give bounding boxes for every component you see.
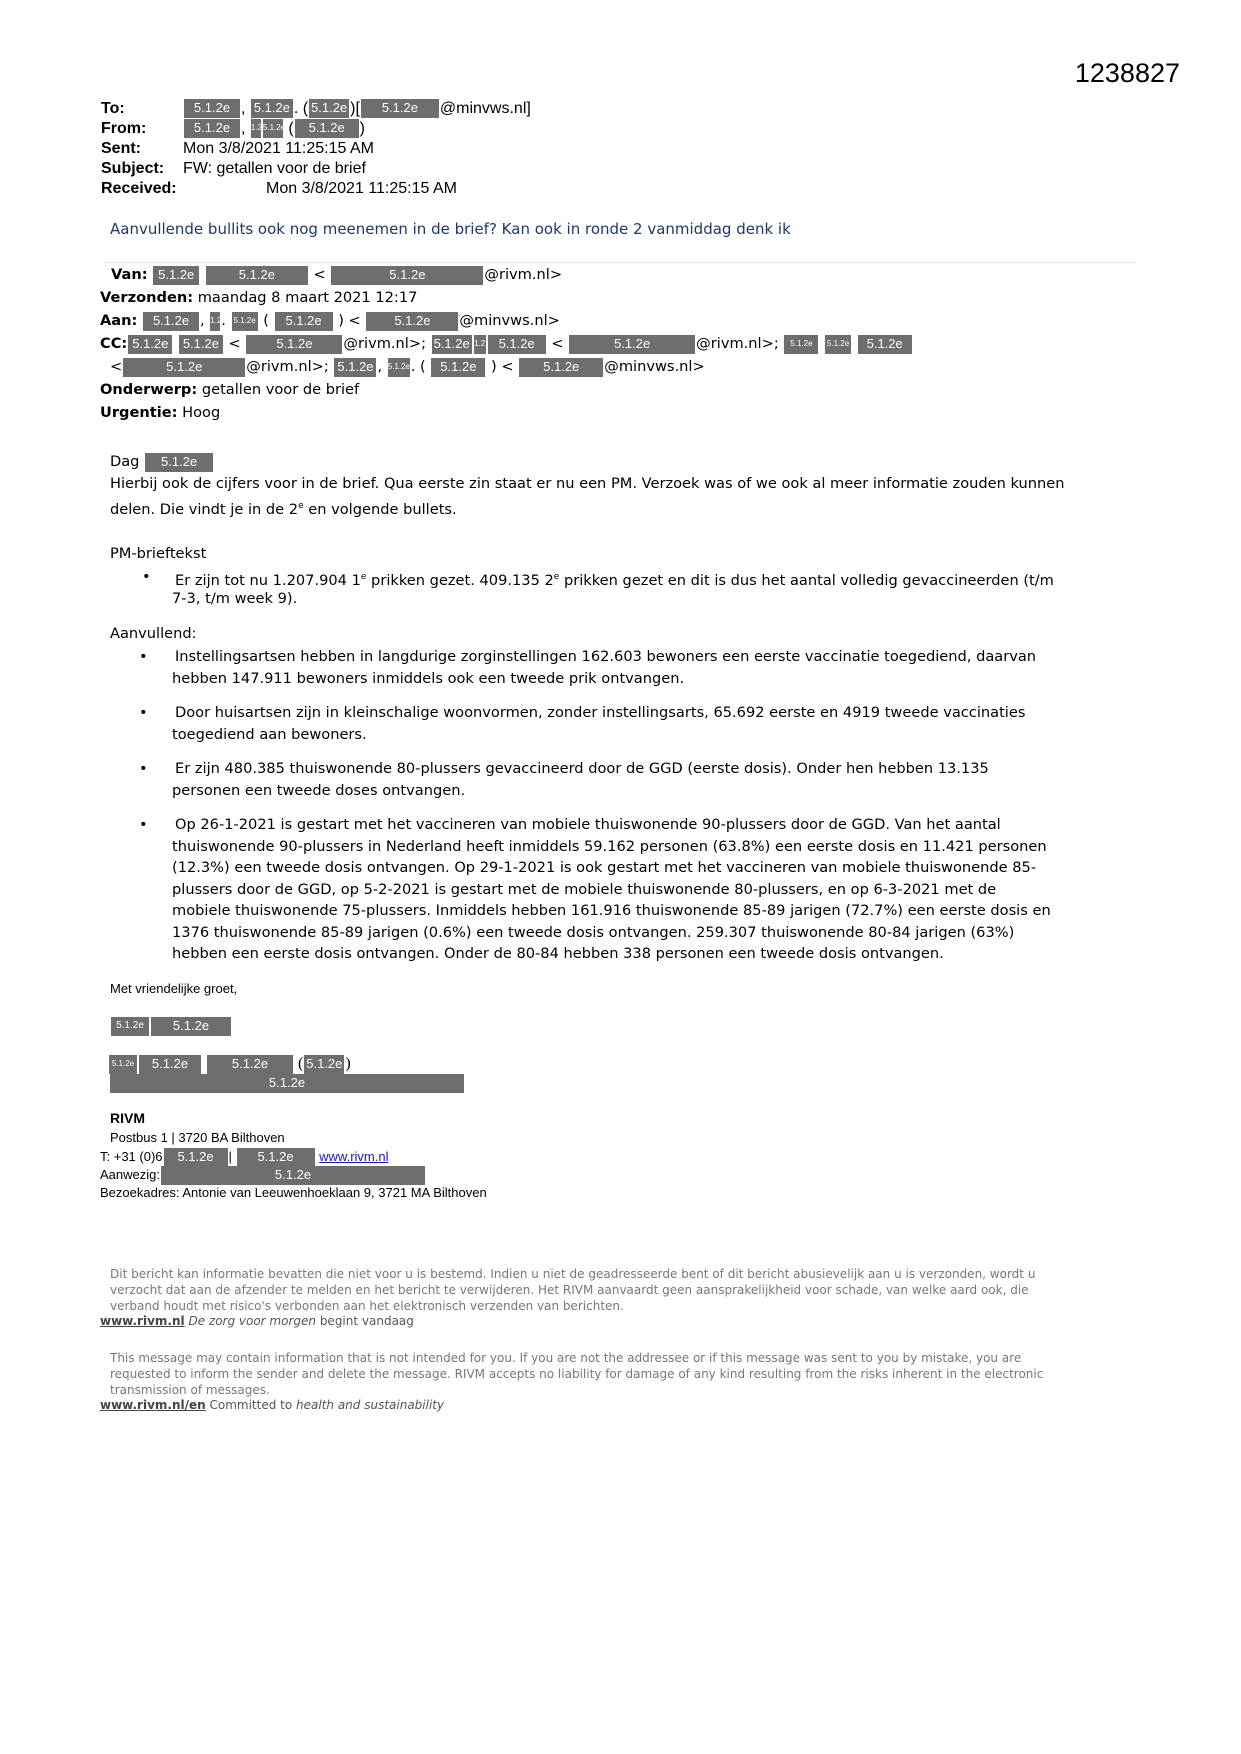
bullet-line: Instellingsartsen hebben in langdurige zorginstellingen 162.603 bewoners een eerste vaccinatie toegediend, daarvan bbox=[175, 648, 1037, 665]
redaction: 5.1.2e bbox=[569, 335, 695, 354]
aanwezig-row bbox=[100, 1166, 426, 1185]
redaction: 5.1.2e bbox=[161, 1166, 425, 1185]
redaction: 5.1.2e bbox=[519, 358, 603, 377]
bullet-line: Op 26-1-2021 is gestart met het vaccineren van mobiele thuiswonende 90-plussers door de GGD. Van het aantal bbox=[175, 816, 1001, 833]
disclaimer-en bbox=[110, 1350, 1140, 1398]
bullet-line: plussers door de GGD, op 5-2-2021 is gestart met de mobiele thuiswonende 80-plussers, en op 6-3-2021 met de bbox=[172, 880, 997, 898]
bullet-line: toegediend aan bewoners. bbox=[172, 726, 367, 743]
redaction: 5.1.2e bbox=[304, 1055, 344, 1074]
pm-text: prikken gezet en dit is dus het aantal volledig gevaccineerden (t/m bbox=[559, 571, 1054, 589]
disclaimer-line: Dit bericht kan informatie bevatten die niet voor u is bestemd. Indien u niet de geadresseerde bent of dit bericht abusievelijk aan u is verzonden, wordt u bbox=[110, 1267, 1036, 1281]
redaction: 5.1.2e bbox=[366, 312, 458, 331]
redaction: 5.1.2e bbox=[309, 99, 349, 118]
to-suffix: @minvws.nl] bbox=[439, 100, 531, 117]
urgentie-label: Urgentie: bbox=[100, 404, 178, 421]
bullet-line: personen een tweede doses ontvangen. bbox=[172, 782, 466, 799]
aan-suffix: @minvws.nl> bbox=[459, 312, 560, 329]
van-label: Van: bbox=[111, 266, 148, 283]
redaction: 5.1.2e bbox=[334, 358, 376, 377]
redaction: 5.1.2e bbox=[143, 312, 199, 331]
onderwerp-value: getallen voor de brief bbox=[201, 381, 360, 398]
disclaimer-line: transmission of messages. bbox=[110, 1383, 270, 1397]
rivm-link[interactable]: www.rivm.nl bbox=[100, 1314, 185, 1328]
phone-row: T: +31 (0)6 5.1.2e | 5.1.2e www.rivm.nl bbox=[100, 1148, 388, 1167]
redaction: 5.1.2e bbox=[151, 1017, 231, 1036]
received-row bbox=[101, 179, 457, 199]
disclaimer-en-tagline bbox=[100, 1398, 444, 1412]
tagline-italic: health and sustainability bbox=[296, 1398, 445, 1412]
redaction: 5.1.2e bbox=[251, 99, 293, 118]
sent-label: Sent: bbox=[101, 140, 141, 157]
aan-row: Aan: 5.1.2e , 1.2. 5.1.2e ( 5.1.2e ) < 5.1.2e @minvws.nl> bbox=[100, 312, 560, 329]
redaction: 5.1.2e bbox=[164, 1148, 228, 1167]
superscript: e bbox=[553, 572, 560, 582]
bullet-dot: • bbox=[139, 760, 148, 777]
tagline-text: Committed to bbox=[205, 1398, 297, 1412]
redaction: 5.1.2e bbox=[858, 335, 912, 354]
disclaimer-line: This message may contain information that is not intended for you. If you are not the addressee or if this message was sent to you by mistake, you are bbox=[110, 1351, 1022, 1365]
cc-label: CC: bbox=[100, 335, 128, 352]
redaction: 5.1.2e bbox=[123, 358, 245, 377]
phone-prefix: T: +31 (0)6 bbox=[100, 1148, 163, 1164]
pm-bullet bbox=[142, 566, 1054, 592]
redaction: 5.1.2e bbox=[139, 1055, 201, 1074]
van-row: Van: 5.1.2e 5.1.2e < 5.1.2e @rivm.nl> bbox=[111, 266, 563, 283]
received-label: Received: bbox=[101, 180, 177, 197]
signature-name-row bbox=[110, 1017, 232, 1036]
redaction-small: 5.1.2e bbox=[825, 335, 851, 354]
bullet-dot: • bbox=[139, 648, 148, 665]
sent-row bbox=[101, 139, 374, 159]
cc-rivm-3: @rivm.nl>; bbox=[246, 358, 329, 375]
bullet-item bbox=[139, 646, 1037, 690]
tagline-italic: De zorg voor morgen bbox=[188, 1314, 316, 1328]
forward-note: Aanvullende bullits ook nog meenemen in de brief? Kan ook in ronde 2 vanmiddag denk ik bbox=[110, 220, 791, 238]
received-value: Mon 3/8/2021 11:25:15 AM bbox=[266, 180, 457, 197]
org-name: RIVM bbox=[110, 1110, 145, 1126]
redaction: 5.1.2e bbox=[331, 266, 483, 285]
intro-line-1: Hierbij ook de cijfers voor in de brief. Qua eerste zin staat er nu een PM. Verzoek was of we ook al meer informatie zouden kunnen bbox=[110, 475, 1065, 492]
from-row: From: 5.1.2e , 1.25.1.2e ( 5.1.2e ) bbox=[101, 120, 365, 137]
greeting: Dag bbox=[110, 453, 140, 470]
bullet-line: mobiele thuiswonende 75-plussers. Inmiddels hebben 161.916 thuiswonende 85-89 jarigen (72.7%) een eerste dosis en bbox=[172, 902, 1051, 919]
document-number: 1238827 bbox=[1074, 58, 1180, 88]
redaction: 5.1.2e bbox=[110, 1074, 464, 1093]
website-link[interactable]: www.rivm.nl bbox=[319, 1148, 389, 1164]
redaction: 5.1.2e bbox=[153, 266, 199, 285]
redaction: 5.1.2e bbox=[275, 312, 333, 331]
disclaimer-line: verband houdt met risico's verbonden aan het elektronisch verzenden van berichten. bbox=[110, 1299, 624, 1313]
onderwerp-label: Onderwerp: bbox=[100, 381, 198, 398]
postal-address: Postbus 1 | 3720 BA Bilthoven bbox=[110, 1130, 285, 1145]
subject-value: FW: getallen voor de brief bbox=[183, 160, 366, 177]
redaction: 5.1.2e bbox=[128, 335, 172, 354]
redaction: 5.1.2e bbox=[184, 119, 240, 138]
redaction-small: 5.1.2e bbox=[109, 1055, 137, 1074]
to-row: To: 5.1.2e , 5.1.2e . ( 5.1.2e )[ 5.1.2e @minvws.nl] bbox=[101, 100, 531, 117]
bullet-line: (12.3%) een tweede dosis ontvangen. Op 29-1-2021 is ook gestart met het vaccineren van mobiele thuiswonende 85- bbox=[172, 859, 1037, 876]
onderwerp-row bbox=[100, 378, 359, 401]
bullet-dot: • bbox=[139, 704, 148, 721]
bullet-line: Door huisartsen zijn in kleinschalige woonvormen, zonder instellingsarts, 65.692 eerste en 4919 tweede vaccinaties bbox=[175, 704, 1026, 721]
cc-rivm-2: @rivm.nl>; bbox=[696, 335, 779, 352]
van-suffix: @rivm.nl> bbox=[484, 266, 563, 283]
disclaimer-nl bbox=[110, 1266, 1140, 1314]
intro-text: delen. Die vindt je in de 2 bbox=[110, 500, 299, 518]
redaction-small: 5.1.2e bbox=[263, 119, 283, 138]
superscript: e bbox=[298, 501, 304, 511]
pm-heading: PM-brieftekst bbox=[110, 545, 207, 562]
aanvullend-heading: Aanvullend: bbox=[110, 625, 197, 642]
pm-text: prikken gezet. 409.135 2 bbox=[366, 571, 554, 589]
bullet-line: Er zijn 480.385 thuiswonende 80-plussers gevaccineerd door de GGD (eerste dosis). Onder hen hebben 13.135 bbox=[175, 760, 989, 777]
redaction-small: 5.1.2e bbox=[232, 312, 258, 331]
redaction: 5.1.2e bbox=[207, 1055, 293, 1074]
bullet-item bbox=[139, 758, 989, 802]
redaction-small: 5.1.2e bbox=[388, 358, 410, 377]
verzonden-label: Verzonden: bbox=[100, 289, 194, 306]
redaction: 5.1.2e bbox=[237, 1148, 315, 1167]
verzonden-value: maandag 8 maart 2021 12:17 bbox=[197, 289, 418, 306]
redaction: 5.1.2e bbox=[184, 99, 240, 118]
bullet-item bbox=[139, 814, 1051, 965]
intro-text: en volgende bullets. bbox=[303, 500, 457, 518]
signature-dept-row bbox=[109, 1074, 465, 1093]
bullet-line: 1376 thuiswonende 85-89 jarigen (0.6%) een tweede dosis ontvangen. 259.307 thuiswonende 80-84 jarigen (63%) bbox=[172, 923, 1015, 941]
subject-label: Subject: bbox=[101, 160, 165, 177]
redaction-small: 1.2 bbox=[474, 335, 486, 354]
redaction: 5.1.2e bbox=[488, 335, 546, 354]
aan-label: Aan: bbox=[100, 312, 138, 329]
bullet-dot: • bbox=[139, 816, 148, 833]
urgentie-value: Hoog bbox=[182, 404, 221, 421]
superscript: e bbox=[360, 572, 367, 582]
disclaimer-nl-tagline bbox=[100, 1314, 414, 1328]
to-label: To: bbox=[101, 100, 125, 117]
sent-value: Mon 3/8/2021 11:25:15 AM bbox=[183, 140, 374, 157]
bullet-item bbox=[139, 702, 1026, 746]
redaction-small: 1.2 bbox=[251, 119, 261, 138]
redaction: 5.1.2e bbox=[179, 335, 223, 354]
disclaimer-line: requested to inform the sender and delete the message. RIVM accepts no liability for damage of any kind resulting from the risks inherent in the electronic bbox=[110, 1367, 1044, 1381]
greeting-row bbox=[110, 451, 214, 473]
aanwezig-label: Aanwezig: bbox=[100, 1166, 160, 1182]
redaction: 5.1.2e bbox=[431, 358, 485, 377]
cc-minvws: @minvws.nl> bbox=[604, 358, 705, 375]
disclaimer-line: verzocht dat aan de afzender te melden en het bericht te verwijderen. Het RIVM aanvaardt geen aansprakelijkheid voor schade, van welke aard ook, die bbox=[110, 1283, 1029, 1297]
redaction: 5.1.2e bbox=[246, 335, 342, 354]
redaction: 5.1.2e bbox=[295, 119, 359, 138]
subject-row bbox=[101, 159, 366, 179]
cc-row: CC: 5.1.2e 5.1.2e < 5.1.2e @rivm.nl>; 5.1.2e 1.2 5.1.2e < 5.1.2e @rivm.nl>; 5.1.2e 5.1.2e 5.1.2e bbox=[100, 332, 913, 355]
cc-row-2: < 5.1.2e @rivm.nl>; 5.1.2e , 5.1.2e. ( 5.1.2e ) < 5.1.2e @minvws.nl> bbox=[110, 358, 705, 375]
redaction: 5.1.2e bbox=[361, 99, 439, 118]
cc-rivm-1: @rivm.nl>; bbox=[343, 335, 427, 352]
urgentie-row bbox=[100, 401, 220, 424]
bullet-dot: • bbox=[142, 568, 151, 585]
from-label: From: bbox=[101, 120, 147, 137]
intro-line-2 bbox=[110, 495, 457, 521]
bullet-line: hebben een eerste dosis ontvangen. Onder de 80-84 hebben 338 personen een tweede dosis ontvangen. bbox=[172, 945, 944, 962]
pm-bullet-cont: 7-3, t/m week 9). bbox=[172, 590, 298, 607]
redaction-small: 1.2 bbox=[210, 312, 220, 331]
visit-address: Bezoekadres: Antonie van Leeuwenhoeklaan 9, 3721 MA Bilthoven bbox=[100, 1185, 487, 1200]
bullet-line: hebben 147.911 bewoners inmiddels ook een tweede prik ontvangen. bbox=[172, 670, 685, 687]
tagline-text: begint vandaag bbox=[316, 1314, 414, 1328]
redaction: 5.1.2e bbox=[206, 266, 308, 285]
redaction-small: 5.1.2e bbox=[784, 335, 818, 354]
closing: Met vriendelijke groet, bbox=[110, 981, 238, 996]
signature-title-row: 5.1.2e 5.1.2e 5.1.2e ( 5.1.2e ) bbox=[108, 1055, 351, 1074]
bullet-line: thuiswonende 90-plussers in Nederland heeft inmiddels 59.162 personen (63.8%) een eerste dosis en 11.421 personen bbox=[172, 837, 1047, 855]
redaction-small: 5.1.2e bbox=[111, 1017, 149, 1036]
redaction: 5.1.2e bbox=[145, 453, 213, 472]
redaction: 5.1.2e bbox=[432, 335, 472, 354]
verzonden-row bbox=[100, 286, 417, 309]
rivm-en-link[interactable]: www.rivm.nl/en bbox=[100, 1398, 206, 1412]
pm-text: Er zijn tot nu 1.207.904 1 bbox=[175, 571, 361, 589]
